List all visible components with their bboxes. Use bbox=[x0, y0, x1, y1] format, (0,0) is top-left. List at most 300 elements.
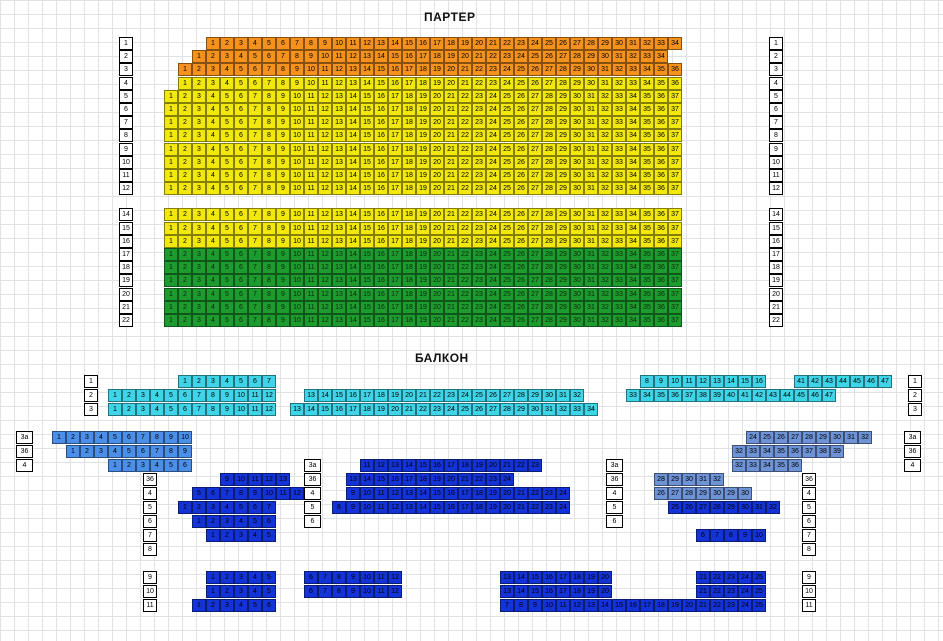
seat[interactable]: 1 bbox=[164, 116, 178, 129]
seat[interactable]: 2 bbox=[178, 301, 192, 314]
seat[interactable]: 23 bbox=[472, 169, 486, 182]
seat[interactable]: 19 bbox=[416, 156, 430, 169]
seat[interactable]: 5 bbox=[220, 156, 234, 169]
seat[interactable]: 32 bbox=[598, 248, 612, 261]
seat[interactable]: 23 bbox=[472, 235, 486, 248]
seat[interactable]: 16 bbox=[374, 301, 388, 314]
seat[interactable]: 14 bbox=[318, 389, 332, 402]
seat[interactable]: 20 bbox=[458, 50, 472, 63]
seat[interactable]: 30 bbox=[570, 288, 584, 301]
seat[interactable]: 2 bbox=[178, 182, 192, 195]
seat[interactable]: 33 bbox=[640, 50, 654, 63]
seat[interactable]: 31 bbox=[584, 274, 598, 287]
seat[interactable]: 29 bbox=[556, 261, 570, 274]
seat[interactable]: 18 bbox=[402, 90, 416, 103]
seat[interactable]: 27 bbox=[528, 116, 542, 129]
seat[interactable]: 28 bbox=[802, 431, 816, 444]
seat[interactable]: 34 bbox=[626, 208, 640, 221]
seat[interactable]: 35 bbox=[640, 182, 654, 195]
seat[interactable]: 28 bbox=[542, 90, 556, 103]
seat[interactable]: 27 bbox=[528, 143, 542, 156]
seat[interactable]: 4 bbox=[248, 571, 262, 584]
seat[interactable]: 12 bbox=[318, 143, 332, 156]
seat[interactable]: 26 bbox=[514, 222, 528, 235]
seat[interactable]: 22 bbox=[458, 222, 472, 235]
seat[interactable]: 7 bbox=[262, 63, 276, 76]
seat[interactable]: 12 bbox=[262, 473, 276, 486]
seat[interactable]: 36 bbox=[654, 301, 668, 314]
seat[interactable]: 36 bbox=[654, 103, 668, 116]
seat[interactable]: 21 bbox=[696, 599, 710, 612]
seat[interactable]: 5 bbox=[220, 274, 234, 287]
seat[interactable]: 32 bbox=[598, 169, 612, 182]
seat[interactable]: 13 bbox=[388, 459, 402, 472]
seat[interactable]: 3 bbox=[136, 403, 150, 416]
seat[interactable]: 29 bbox=[556, 314, 570, 327]
seat[interactable]: 5 bbox=[220, 90, 234, 103]
seat[interactable]: 37 bbox=[668, 208, 682, 221]
seat[interactable]: 22 bbox=[458, 156, 472, 169]
seat[interactable]: 32 bbox=[626, 50, 640, 63]
seat[interactable]: 8 bbox=[514, 599, 528, 612]
seat[interactable]: 3 bbox=[192, 129, 206, 142]
seat[interactable]: 27 bbox=[528, 222, 542, 235]
seat[interactable]: 19 bbox=[416, 208, 430, 221]
seat[interactable]: 35 bbox=[640, 261, 654, 274]
seat[interactable]: 31 bbox=[584, 156, 598, 169]
seat[interactable]: 29 bbox=[556, 248, 570, 261]
seat[interactable]: 36 bbox=[654, 143, 668, 156]
seat[interactable]: 25 bbox=[752, 571, 766, 584]
seat[interactable]: 22 bbox=[500, 37, 514, 50]
seat[interactable]: 32 bbox=[598, 222, 612, 235]
seat[interactable]: 25 bbox=[458, 403, 472, 416]
seat[interactable]: 26 bbox=[654, 487, 668, 500]
seat[interactable]: 24 bbox=[486, 248, 500, 261]
seat[interactable]: 17 bbox=[388, 103, 402, 116]
seat[interactable]: 10 bbox=[290, 129, 304, 142]
seat[interactable]: 14 bbox=[304, 403, 318, 416]
seat[interactable]: 23 bbox=[472, 261, 486, 274]
seat[interactable]: 9 bbox=[276, 116, 290, 129]
seat[interactable]: 30 bbox=[570, 90, 584, 103]
seat[interactable]: 4 bbox=[206, 248, 220, 261]
seat[interactable]: 6 bbox=[234, 129, 248, 142]
seat[interactable]: 22 bbox=[430, 389, 444, 402]
seat[interactable]: 7 bbox=[500, 599, 514, 612]
seat[interactable]: 27 bbox=[528, 129, 542, 142]
seat[interactable]: 5 bbox=[108, 431, 122, 444]
seat[interactable]: 15 bbox=[360, 314, 374, 327]
seat[interactable]: 24 bbox=[500, 63, 514, 76]
seat[interactable]: 13 bbox=[374, 37, 388, 50]
seat[interactable]: 14 bbox=[346, 261, 360, 274]
seat[interactable]: 7 bbox=[248, 169, 262, 182]
seat[interactable]: 30 bbox=[542, 389, 556, 402]
seat[interactable]: 19 bbox=[584, 571, 598, 584]
seat[interactable]: 15 bbox=[360, 143, 374, 156]
seat[interactable]: 27 bbox=[528, 235, 542, 248]
seat[interactable]: 19 bbox=[430, 63, 444, 76]
seat[interactable]: 1 bbox=[164, 129, 178, 142]
seat[interactable]: 14 bbox=[346, 169, 360, 182]
seat[interactable]: 1 bbox=[164, 222, 178, 235]
seat[interactable]: 26 bbox=[542, 50, 556, 63]
seat[interactable]: 35 bbox=[640, 222, 654, 235]
seat[interactable]: 32 bbox=[732, 445, 746, 458]
seat[interactable]: 26 bbox=[514, 143, 528, 156]
seat[interactable]: 18 bbox=[416, 77, 430, 90]
seat[interactable]: 25 bbox=[500, 301, 514, 314]
seat[interactable]: 10 bbox=[290, 182, 304, 195]
seat[interactable]: 16 bbox=[332, 403, 346, 416]
seat[interactable]: 22 bbox=[458, 103, 472, 116]
seat[interactable]: 26 bbox=[514, 182, 528, 195]
seat[interactable]: 6 bbox=[248, 501, 262, 514]
seat[interactable]: 9 bbox=[528, 599, 542, 612]
seat[interactable]: 7 bbox=[318, 585, 332, 598]
seat[interactable]: 5 bbox=[234, 375, 248, 388]
seat[interactable]: 18 bbox=[402, 314, 416, 327]
seat[interactable]: 9 bbox=[248, 487, 262, 500]
seat[interactable]: 30 bbox=[570, 169, 584, 182]
seat[interactable]: 32 bbox=[640, 37, 654, 50]
seat[interactable]: 25 bbox=[514, 63, 528, 76]
seat[interactable]: 14 bbox=[416, 501, 430, 514]
seat[interactable]: 14 bbox=[402, 459, 416, 472]
seat[interactable]: 23 bbox=[472, 288, 486, 301]
seat[interactable]: 10 bbox=[234, 473, 248, 486]
seat[interactable]: 8 bbox=[262, 143, 276, 156]
seat[interactable]: 19 bbox=[486, 501, 500, 514]
seat[interactable]: 17 bbox=[388, 301, 402, 314]
seat[interactable]: 19 bbox=[416, 261, 430, 274]
seat[interactable]: 32 bbox=[598, 116, 612, 129]
seat[interactable]: 24 bbox=[458, 389, 472, 402]
seat[interactable]: 10 bbox=[290, 288, 304, 301]
seat[interactable]: 37 bbox=[668, 235, 682, 248]
seat[interactable]: 29 bbox=[556, 222, 570, 235]
seat[interactable]: 18 bbox=[402, 208, 416, 221]
seat[interactable]: 17 bbox=[388, 261, 402, 274]
seat[interactable]: 3 bbox=[192, 156, 206, 169]
seat[interactable]: 9 bbox=[276, 182, 290, 195]
seat[interactable]: 21 bbox=[444, 208, 458, 221]
seat[interactable]: 10 bbox=[290, 169, 304, 182]
seat[interactable]: 3 bbox=[192, 288, 206, 301]
seat[interactable]: 8 bbox=[262, 116, 276, 129]
seat[interactable]: 15 bbox=[388, 50, 402, 63]
seat[interactable]: 32 bbox=[598, 208, 612, 221]
seat[interactable]: 26 bbox=[682, 501, 696, 514]
seat[interactable]: 20 bbox=[472, 37, 486, 50]
seat[interactable]: 39 bbox=[830, 445, 844, 458]
seat[interactable]: 8 bbox=[276, 63, 290, 76]
seat[interactable]: 20 bbox=[430, 143, 444, 156]
seat[interactable]: 21 bbox=[402, 403, 416, 416]
seat[interactable]: 34 bbox=[668, 37, 682, 50]
seat[interactable]: 36 bbox=[654, 90, 668, 103]
seat[interactable]: 16 bbox=[542, 585, 556, 598]
seat[interactable]: 26 bbox=[528, 63, 542, 76]
seat[interactable]: 30 bbox=[738, 501, 752, 514]
seat[interactable]: 19 bbox=[374, 403, 388, 416]
seat[interactable]: 29 bbox=[556, 208, 570, 221]
seat[interactable]: 10 bbox=[318, 50, 332, 63]
seat[interactable]: 4 bbox=[220, 501, 234, 514]
seat[interactable]: 31 bbox=[584, 235, 598, 248]
seat[interactable]: 1 bbox=[164, 169, 178, 182]
seat[interactable]: 28 bbox=[542, 288, 556, 301]
seat[interactable]: 28 bbox=[542, 222, 556, 235]
seat[interactable]: 11 bbox=[248, 403, 262, 416]
seat[interactable]: 6 bbox=[178, 459, 192, 472]
seat[interactable]: 21 bbox=[486, 37, 500, 50]
seat[interactable]: 17 bbox=[556, 571, 570, 584]
seat[interactable]: 19 bbox=[416, 182, 430, 195]
seat[interactable]: 5 bbox=[220, 116, 234, 129]
seat[interactable]: 42 bbox=[808, 375, 822, 388]
seat[interactable]: 30 bbox=[570, 222, 584, 235]
seat[interactable]: 7 bbox=[248, 208, 262, 221]
seat[interactable]: 18 bbox=[374, 389, 388, 402]
seat[interactable]: 7 bbox=[248, 182, 262, 195]
seat[interactable]: 29 bbox=[556, 288, 570, 301]
seat[interactable]: 7 bbox=[262, 501, 276, 514]
seat[interactable]: 24 bbox=[746, 431, 760, 444]
seat[interactable]: 2 bbox=[178, 274, 192, 287]
seat[interactable]: 3 bbox=[234, 529, 248, 542]
seat[interactable]: 16 bbox=[374, 169, 388, 182]
seat[interactable]: 24 bbox=[486, 156, 500, 169]
seat[interactable]: 21 bbox=[444, 90, 458, 103]
seat[interactable]: 2 bbox=[206, 599, 220, 612]
seat[interactable]: 21 bbox=[444, 301, 458, 314]
seat[interactable]: 13 bbox=[332, 261, 346, 274]
seat[interactable]: 4 bbox=[206, 274, 220, 287]
seat[interactable]: 31 bbox=[584, 261, 598, 274]
seat[interactable]: 8 bbox=[262, 274, 276, 287]
seat[interactable]: 10 bbox=[360, 487, 374, 500]
seat[interactable]: 19 bbox=[430, 473, 444, 486]
seat[interactable]: 7 bbox=[248, 261, 262, 274]
seat[interactable]: 35 bbox=[640, 129, 654, 142]
seat[interactable]: 31 bbox=[584, 129, 598, 142]
seat[interactable]: 11 bbox=[304, 261, 318, 274]
seat[interactable]: 25 bbox=[760, 431, 774, 444]
seat[interactable]: 9 bbox=[276, 301, 290, 314]
seat[interactable]: 21 bbox=[444, 314, 458, 327]
seat[interactable]: 3 bbox=[192, 90, 206, 103]
seat[interactable]: 34 bbox=[654, 50, 668, 63]
seat[interactable]: 12 bbox=[318, 288, 332, 301]
seat[interactable]: 4 bbox=[206, 222, 220, 235]
seat[interactable]: 14 bbox=[346, 274, 360, 287]
seat[interactable]: 34 bbox=[626, 103, 640, 116]
seat[interactable]: 3 bbox=[206, 63, 220, 76]
seat[interactable]: 14 bbox=[360, 77, 374, 90]
seat[interactable]: 46 bbox=[808, 389, 822, 402]
seat[interactable]: 13 bbox=[332, 116, 346, 129]
seat[interactable]: 32 bbox=[858, 431, 872, 444]
seat[interactable]: 31 bbox=[542, 403, 556, 416]
seat[interactable]: 11 bbox=[304, 116, 318, 129]
seat[interactable]: 28 bbox=[542, 314, 556, 327]
seat[interactable]: 31 bbox=[752, 501, 766, 514]
seat[interactable]: 18 bbox=[570, 571, 584, 584]
seat[interactable]: 12 bbox=[318, 235, 332, 248]
seat[interactable]: 37 bbox=[668, 90, 682, 103]
seat[interactable]: 29 bbox=[528, 389, 542, 402]
seat[interactable]: 34 bbox=[626, 90, 640, 103]
seat[interactable]: 1 bbox=[164, 156, 178, 169]
seat[interactable]: 9 bbox=[276, 288, 290, 301]
seat[interactable]: 11 bbox=[304, 90, 318, 103]
seat[interactable]: 12 bbox=[318, 169, 332, 182]
seat[interactable]: 1 bbox=[192, 50, 206, 63]
seat[interactable]: 18 bbox=[402, 301, 416, 314]
seat[interactable]: 4 bbox=[220, 77, 234, 90]
seat[interactable]: 10 bbox=[290, 314, 304, 327]
seat[interactable]: 45 bbox=[794, 389, 808, 402]
seat[interactable]: 30 bbox=[570, 156, 584, 169]
seat[interactable]: 26 bbox=[514, 248, 528, 261]
seat[interactable]: 33 bbox=[612, 143, 626, 156]
seat[interactable]: 18 bbox=[402, 248, 416, 261]
seat[interactable]: 2 bbox=[192, 63, 206, 76]
seat[interactable]: 32 bbox=[598, 90, 612, 103]
seat[interactable]: 35 bbox=[774, 459, 788, 472]
seat[interactable]: 8 bbox=[262, 208, 276, 221]
seat[interactable]: 19 bbox=[388, 389, 402, 402]
seat[interactable]: 12 bbox=[318, 248, 332, 261]
seat[interactable]: 7 bbox=[248, 288, 262, 301]
seat[interactable]: 22 bbox=[528, 501, 542, 514]
seat[interactable]: 27 bbox=[500, 389, 514, 402]
seat[interactable]: 19 bbox=[416, 248, 430, 261]
seat[interactable]: 20 bbox=[444, 77, 458, 90]
seat[interactable]: 14 bbox=[514, 585, 528, 598]
seat[interactable]: 3 bbox=[192, 248, 206, 261]
seat[interactable]: 10 bbox=[360, 501, 374, 514]
seat[interactable]: 18 bbox=[402, 235, 416, 248]
seat[interactable]: 33 bbox=[612, 248, 626, 261]
seat[interactable]: 5 bbox=[220, 103, 234, 116]
seat[interactable]: 2 bbox=[206, 515, 220, 528]
seat[interactable]: 45 bbox=[850, 375, 864, 388]
seat[interactable]: 32 bbox=[732, 459, 746, 472]
seat[interactable]: 7 bbox=[150, 445, 164, 458]
seat[interactable]: 19 bbox=[668, 599, 682, 612]
seat[interactable]: 2 bbox=[220, 529, 234, 542]
seat[interactable]: 38 bbox=[696, 389, 710, 402]
seat[interactable]: 31 bbox=[584, 116, 598, 129]
seat[interactable]: 9 bbox=[276, 274, 290, 287]
seat[interactable]: 33 bbox=[612, 235, 626, 248]
seat[interactable]: 26 bbox=[774, 431, 788, 444]
seat[interactable]: 21 bbox=[444, 116, 458, 129]
seat[interactable]: 32 bbox=[598, 274, 612, 287]
seat[interactable]: 3 bbox=[192, 222, 206, 235]
seat[interactable]: 18 bbox=[654, 599, 668, 612]
seat[interactable]: 29 bbox=[556, 116, 570, 129]
seat[interactable]: 15 bbox=[738, 375, 752, 388]
seat[interactable]: 30 bbox=[570, 261, 584, 274]
seat[interactable]: 15 bbox=[318, 403, 332, 416]
seat[interactable]: 15 bbox=[360, 274, 374, 287]
seat[interactable]: 25 bbox=[500, 235, 514, 248]
seat[interactable]: 6 bbox=[304, 585, 318, 598]
seat[interactable]: 7 bbox=[710, 529, 724, 542]
seat[interactable]: 20 bbox=[430, 314, 444, 327]
seat[interactable]: 8 bbox=[290, 50, 304, 63]
seat[interactable]: 10 bbox=[290, 222, 304, 235]
seat[interactable]: 25 bbox=[500, 274, 514, 287]
seat[interactable]: 31 bbox=[584, 182, 598, 195]
seat[interactable]: 15 bbox=[360, 103, 374, 116]
seat[interactable]: 27 bbox=[542, 63, 556, 76]
seat[interactable]: 30 bbox=[584, 63, 598, 76]
seat[interactable]: 16 bbox=[374, 103, 388, 116]
seat[interactable]: 19 bbox=[458, 37, 472, 50]
seat[interactable]: 24 bbox=[556, 487, 570, 500]
seat[interactable]: 25 bbox=[528, 50, 542, 63]
seat[interactable]: 13 bbox=[304, 389, 318, 402]
seat[interactable]: 1 bbox=[192, 599, 206, 612]
seat[interactable]: 12 bbox=[318, 301, 332, 314]
seat[interactable]: 1 bbox=[164, 301, 178, 314]
seat[interactable]: 23 bbox=[472, 222, 486, 235]
seat[interactable]: 11 bbox=[304, 222, 318, 235]
seat[interactable]: 19 bbox=[416, 314, 430, 327]
seat[interactable]: 15 bbox=[374, 77, 388, 90]
seat[interactable]: 30 bbox=[570, 235, 584, 248]
seat[interactable]: 36 bbox=[654, 314, 668, 327]
seat[interactable]: 5 bbox=[164, 389, 178, 402]
seat[interactable]: 29 bbox=[570, 63, 584, 76]
seat[interactable]: 35 bbox=[640, 208, 654, 221]
seat[interactable]: 36 bbox=[788, 459, 802, 472]
seat[interactable]: 14 bbox=[346, 143, 360, 156]
seat[interactable]: 14 bbox=[346, 288, 360, 301]
seat[interactable]: 33 bbox=[612, 90, 626, 103]
seat[interactable]: 15 bbox=[360, 90, 374, 103]
seat[interactable]: 16 bbox=[388, 63, 402, 76]
seat[interactable]: 14 bbox=[346, 222, 360, 235]
seat[interactable]: 4 bbox=[220, 375, 234, 388]
seat[interactable]: 16 bbox=[626, 599, 640, 612]
seat[interactable]: 1 bbox=[52, 431, 66, 444]
seat[interactable]: 26 bbox=[556, 37, 570, 50]
seat[interactable]: 19 bbox=[416, 274, 430, 287]
seat[interactable]: 30 bbox=[570, 314, 584, 327]
seat[interactable]: 6 bbox=[234, 314, 248, 327]
seat[interactable]: 5 bbox=[220, 129, 234, 142]
seat[interactable]: 6 bbox=[234, 261, 248, 274]
seat[interactable]: 13 bbox=[346, 77, 360, 90]
seat[interactable]: 9 bbox=[276, 156, 290, 169]
seat[interactable]: 5 bbox=[220, 248, 234, 261]
seat[interactable]: 24 bbox=[738, 585, 752, 598]
seat[interactable]: 23 bbox=[528, 459, 542, 472]
seat[interactable]: 18 bbox=[402, 274, 416, 287]
seat[interactable]: 24 bbox=[500, 77, 514, 90]
seat[interactable]: 24 bbox=[486, 129, 500, 142]
seat[interactable]: 23 bbox=[486, 77, 500, 90]
seat[interactable]: 5 bbox=[220, 235, 234, 248]
seat[interactable]: 6 bbox=[234, 116, 248, 129]
seat[interactable]: 18 bbox=[458, 459, 472, 472]
